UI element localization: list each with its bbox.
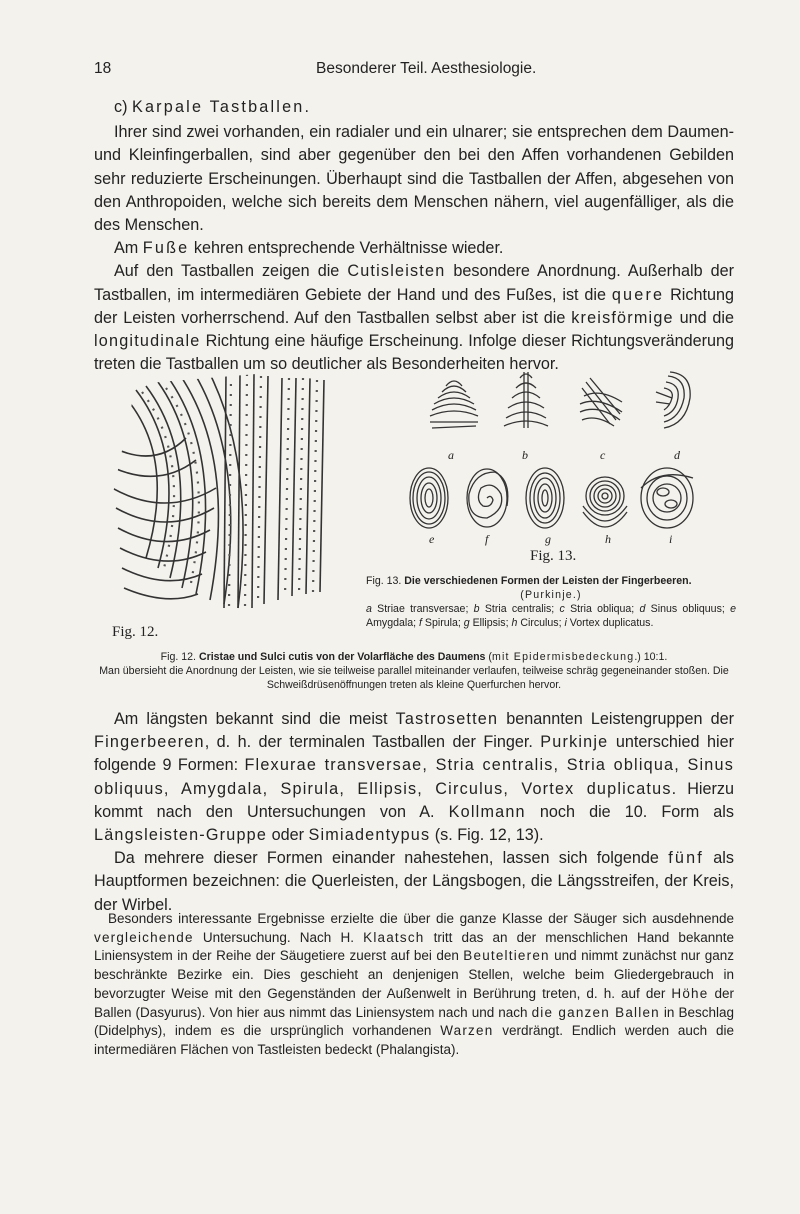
fig12-caption-title: Fig. 12. Cristae und Sulci cutis von der Volarfläche des Daumens (mit Epidermisbedeckung.) 10:1. bbox=[160, 651, 668, 663]
fig12-ridge-illustration bbox=[106, 368, 338, 620]
section-heading: c) Karpale Tastballen. bbox=[114, 98, 312, 116]
letter-h: h bbox=[605, 532, 611, 546]
fig13-patterns-bottom bbox=[405, 466, 705, 532]
paragraph: Ihrer sind zwei vorhanden, ein radialer und ein ulnarer; sie entsprechen dem Daumen- und Kleinfingerballen, sind aber gegenüber den bei den Affen vorhandenen Gebilden sehr reduzierte Erscheinungen. Überhaupt sind die Tastballen der Affen, abgesehen von den Anthropoiden, welche sich bereits dem Menschen nähern, viel augenfälliger, als die des Menschen. bbox=[94, 123, 734, 235]
paragraph: Am längsten bekannt sind die meist Tastrosetten benannten Leistengruppen der Fingerbeeren, d. h. der terminalen Tastballen der Finger. Purkinje unterschied hier folgende 9 Formen: Flexurae transversae, Stria centralis, Stria obliqua, Sinus obliquus, Amygdala, Spirula, Ellipsis, Circulus, Vortex duplicatus. Hierzu kommt nach den Untersuchungen von A. Kollmann noch die 10. Form als Längsleisten-Gruppe oder Simiadentypus (s. Fig. 12, 13). bbox=[94, 710, 735, 845]
pattern-d-sinus-obliquus bbox=[656, 372, 690, 428]
paragraph: Da mehrere dieser Formen einander nahestehen, lassen sich folgende fünf als Hauptformen bezeichnen: die Querleisten, der Längsbogen, die Längsstreifen, der Kreis, der Wirbel. bbox=[94, 849, 734, 914]
paragraph: Auf den Tastballen zeigen die Cutisleisten besondere Anordnung. Außerhalb der Tastballen, im intermediären Gebiete der Hand und des Fußes, ist die quere Richtung der Leisten vorherrschend. Auf den Tastballen selbst aber ist die kreisförmige und die longitudinale Richtung eine häufige Erscheinung. Infolge dieser Richtungsveränderung treten die Tastballen um so deutlicher als Besonderheiten hervor. bbox=[94, 262, 734, 374]
fig13-patterns-top bbox=[410, 368, 700, 448]
pattern-i-vortex-duplicatus bbox=[641, 468, 693, 528]
pattern-e-amygdala bbox=[410, 468, 448, 528]
letter-e: e bbox=[429, 532, 435, 546]
pattern-a-striae-transversae bbox=[430, 381, 478, 428]
fig13-caption-title: Fig. 13. Die verschiedenen Formen der Leisten der Fingerbeeren. bbox=[366, 575, 692, 587]
letter-d: d bbox=[674, 448, 680, 462]
letter-a: a bbox=[448, 448, 454, 462]
section-intro bbox=[94, 96, 734, 376]
fig12-caption-text: Man übersieht die Anordnung der Leisten, wie sie teilweise parallel miteinander verlaufen, teilweise schräg gegeneinander stoßen. Die Schweißdrüsenöffnungen treten als kleine Querfurchen hervor. bbox=[99, 665, 729, 691]
fig13-caption-author: (Purkinje.) bbox=[520, 589, 582, 601]
paragraph: Besonders interessante Ergebnisse erzielte die über die ganze Klasse der Säuger sich ausdehnende vergleichende Untersuchung. Nach H. Klaatsch tritt das an der menschlichen Hand bekannte Liniensystem in der Reihe der Säugetiere zuerst auf bei den Beuteltieren und nimmt zunächst nur ganz beschränkte Bezirke ein. Dies geschieht an denjenigen Stellen, welche beim Gliedergebrauch in bevorzugter Weise mit den Gegenständen der Außenwelt in Berührung treten, d. h. auf der Höhe der Ballen (Dasyurus). Von hier aus nimmt das Liniensystem nach und nach die ganzen Ballen in Beschlag (Didelphys), indem es die ursprünglich vorhandenen Warzen verdrängt. Endlich werden auch die intermediären Flächen von Tastleisten bedeckt (Phalangista). bbox=[94, 911, 735, 1057]
pattern-c-stria-obliqua bbox=[580, 378, 622, 426]
pattern-f-spirula bbox=[467, 469, 508, 527]
fig13-bottom-letters bbox=[405, 532, 705, 548]
fig13-top-letters bbox=[410, 448, 700, 464]
ridge-lines bbox=[112, 374, 324, 608]
letter-c: c bbox=[600, 448, 606, 462]
main-text bbox=[94, 708, 734, 917]
letter-f: f bbox=[485, 532, 489, 546]
fig13-caption bbox=[366, 574, 736, 630]
pattern-h-circulus bbox=[583, 477, 627, 527]
fig13-legend: a Striae transversae; b Stria centralis; c Stria obliqua; d Sinus obliquus; e Amygdala; f Spirula; g Ellipsis; h Circulus; i Vortex duplicatus. bbox=[366, 603, 736, 629]
fig12-label: Fig. 12. bbox=[112, 624, 159, 640]
small-print-paragraph bbox=[94, 910, 734, 1060]
letter-i: i bbox=[669, 532, 673, 546]
page-number: 18 bbox=[94, 60, 112, 77]
letter-g: g bbox=[545, 532, 551, 546]
running-header bbox=[94, 60, 730, 82]
paragraph: Am Fuße kehren entsprechende Verhältnisse wieder. bbox=[114, 239, 504, 258]
pattern-b-stria-centralis bbox=[504, 372, 548, 428]
letter-b: b bbox=[522, 448, 528, 462]
fig12-caption bbox=[94, 650, 734, 692]
running-title: Besonderer Teil. Aesthesiologie. bbox=[316, 60, 537, 77]
fig13-label: Fig. 13. bbox=[530, 548, 577, 564]
pattern-g-ellipsis bbox=[526, 468, 564, 528]
